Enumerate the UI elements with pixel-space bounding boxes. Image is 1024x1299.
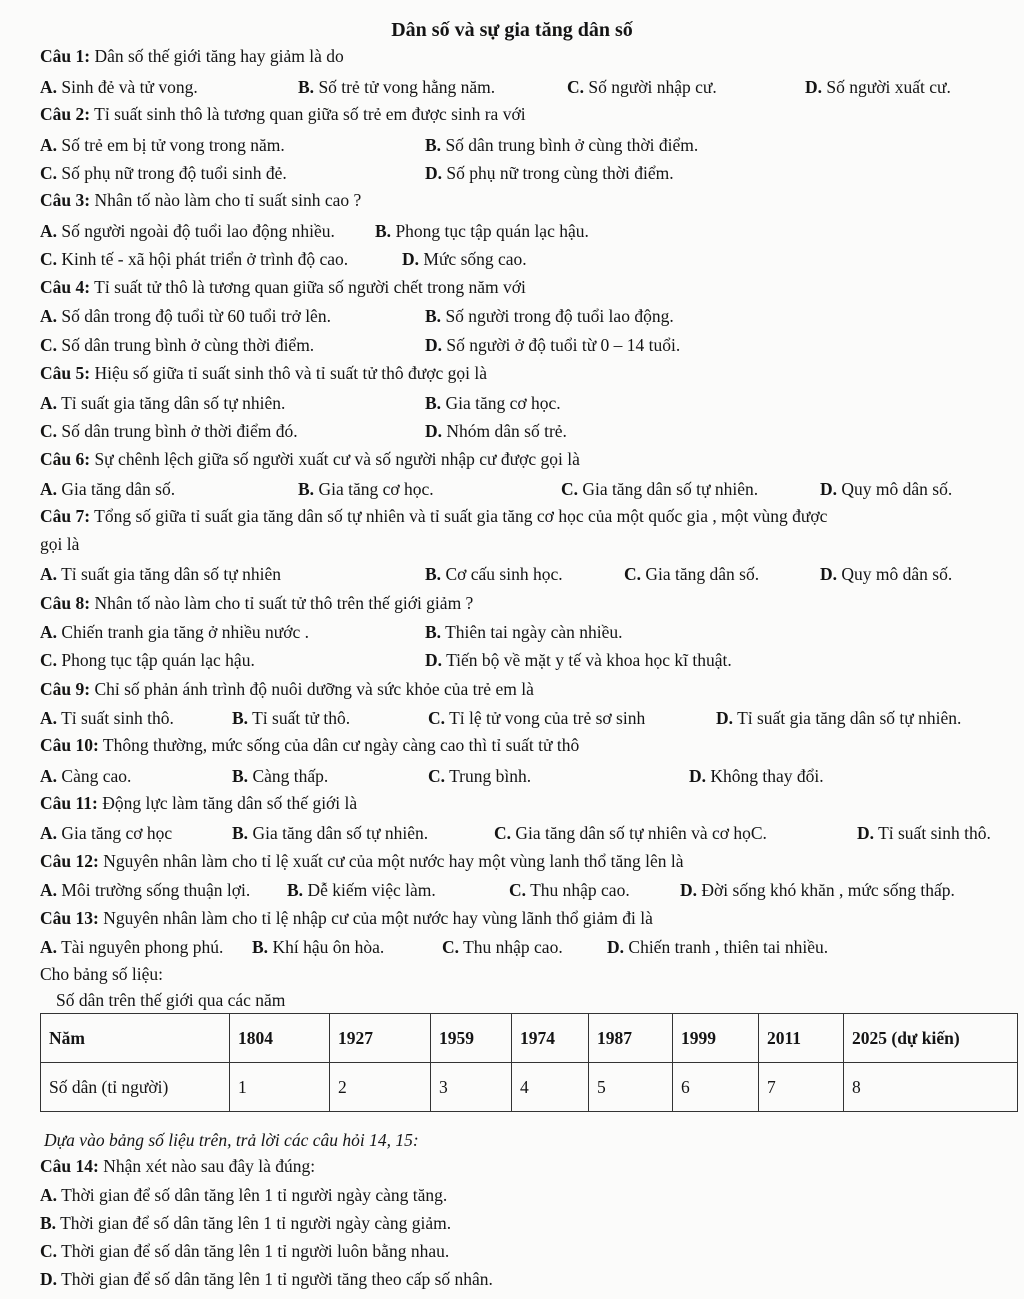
q3-option-d: D. Mức sống cao. <box>402 249 527 269</box>
table-row-years <box>41 1014 1018 1063</box>
table-row-population <box>41 1063 1018 1112</box>
table-cell: 5 <box>589 1063 673 1112</box>
q13-option-c: C. Thu nhập cao. <box>442 937 563 957</box>
table-cell: 1927 <box>330 1014 431 1063</box>
q2-option-b: B. Số dân trung bình ở cùng thời điểm. <box>425 135 699 155</box>
q1-option-a: A. Sinh đẻ và tử vong. <box>40 77 198 97</box>
q3-option-c: C. Kinh tế - xã hội phát triển ở trình độ cao. <box>40 249 349 269</box>
q3-option-a: A. Số người ngoài độ tuổi lao động nhiều. <box>40 221 335 241</box>
q4-option-c: C. Số dân trung bình ở cùng thời điểm. <box>40 335 315 355</box>
q11-option-c: C. Gia tăng dân số tự nhiên và cơ họC. <box>494 823 767 843</box>
q13-option-d: D. Chiến tranh , thiên tai nhiều. <box>607 937 829 957</box>
q9-option-d: D. Tỉ suất gia tăng dân số tự nhiên. <box>716 708 962 728</box>
q8-option-a: A. Chiến tranh gia tăng ở nhiều nước . <box>40 622 310 642</box>
q14-option-b: B. Thời gian để số dân tăng lên 1 tỉ người ngày càng giảm. <box>40 1213 452 1233</box>
q7-option-b: B. Cơ cấu sinh học. <box>425 564 563 584</box>
q13-option-b: B. Khí hậu ôn hòa. <box>252 937 385 957</box>
q3-option-b: B. Phong tục tập quán lạc hậu. <box>375 221 589 241</box>
q13-option-a: A. Tài nguyên phong phú. <box>40 937 224 957</box>
table-cell: 8 <box>844 1063 1018 1112</box>
q12-option-b: B. Dễ kiếm việc làm. <box>287 880 436 900</box>
table-caption: Số dân trên thế giới qua các năm <box>56 990 286 1010</box>
table-cell: 1987 <box>589 1014 673 1063</box>
question-14: Câu 14: Nhận xét nào sau đây là đúng: <box>40 1156 316 1176</box>
table-cell: 6 <box>673 1063 759 1112</box>
q12-option-a: A. Môi trường sống thuận lợi. <box>40 880 251 900</box>
q1-option-b: B. Số trẻ tử vong hằng năm. <box>298 77 496 97</box>
q4-option-d: D. Số người ở độ tuổi từ 0 – 14 tuổi. <box>425 335 681 355</box>
q12-option-c: C. Thu nhập cao. <box>509 880 630 900</box>
table-cell: 1 <box>230 1063 330 1112</box>
table-cell: 1959 <box>431 1014 512 1063</box>
question-10: Câu 10: Thông thường, mức sống của dân cư ngày càng cao thì tỉ suất tử thô <box>40 735 580 755</box>
table-note: Dựa vào bảng số liệu trên, trả lời các câu hỏi 14, 15: <box>44 1130 419 1150</box>
q6-option-b: B. Gia tăng cơ học. <box>298 479 434 499</box>
table-cell: 2 <box>330 1063 431 1112</box>
question-12: Câu 12: Nguyên nhân làm cho tỉ lệ xuất cư của một nước hay một vùng lanh thổ tăng lên là <box>40 851 684 871</box>
question-7-continued: gọi là <box>40 534 80 554</box>
q5-option-a: A. Tỉ suất gia tăng dân số tự nhiên. <box>40 393 286 413</box>
question-13: Câu 13: Nguyên nhân làm cho tỉ lệ nhập cư của một nước hay vùng lãnh thổ giảm đi là <box>40 908 653 928</box>
q10-option-b: B. Càng thấp. <box>232 766 329 786</box>
q2-option-c: C. Số phụ nữ trong độ tuổi sinh đẻ. <box>40 163 287 183</box>
q14-option-d: D. Thời gian để số dân tăng lên 1 tỉ người tăng theo cấp số nhân. <box>40 1269 493 1289</box>
q9-option-b: B. Tỉ suất tử thô. <box>232 708 351 728</box>
population-table <box>40 1013 1018 1112</box>
table-cell: 1804 <box>230 1014 330 1063</box>
question-5: Câu 5: Hiệu số giữa tỉ suất sinh thô và tỉ suất tử thô được gọi là <box>40 363 487 383</box>
q6-option-c: C. Gia tăng dân số tự nhiên. <box>561 479 759 499</box>
q7-option-a: A. Tỉ suất gia tăng dân số tự nhiên <box>40 564 282 584</box>
question-8: Câu 8: Nhân tố nào làm cho tỉ suất tử thô trên thế giới giảm ? <box>40 593 474 613</box>
q2-option-d: D. Số phụ nữ trong cùng thời điểm. <box>425 163 674 183</box>
q8-option-d: D. Tiến bộ về mặt y tế và khoa học kĩ thuật. <box>425 650 732 670</box>
question-4: Câu 4: Tỉ suất tử thô là tương quan giữa số người chết trong năm với <box>40 277 526 297</box>
q8-option-c: C. Phong tục tập quán lạc hậu. <box>40 650 255 670</box>
q6-option-d: D. Quy mô dân số. <box>820 479 953 499</box>
q14-option-a: A. Thời gian để số dân tăng lên 1 tỉ người ngày càng tăng. <box>40 1185 448 1205</box>
page-title: Dân số và sự gia tăng dân số <box>391 19 633 41</box>
table-cell: 2011 <box>759 1014 844 1063</box>
q12-option-d: D. Đời sống khó khăn , mức sống thấp. <box>680 880 955 900</box>
q9-option-a: A. Tỉ suất sinh thô. <box>40 708 174 728</box>
q10-option-a: A. Càng cao. <box>40 766 132 786</box>
q4-option-b: B. Số người trong độ tuổi lao động. <box>425 306 674 326</box>
table-cell: 1999 <box>673 1014 759 1063</box>
q1-option-c: C. Số người nhập cư. <box>567 77 717 97</box>
q10-option-d: D. Không thay đổi. <box>689 766 824 786</box>
question-1 <box>40 46 344 67</box>
q7-option-c: C. Gia tăng dân số. <box>624 564 760 584</box>
table-cell: 3 <box>431 1063 512 1112</box>
question-3: Câu 3: Nhân tố nào làm cho tỉ suất sinh cao ? <box>40 190 362 210</box>
q4-option-a: A. Số dân trong độ tuổi từ 60 tuổi trở lên. <box>40 306 331 326</box>
q5-option-b: B. Gia tăng cơ học. <box>425 393 561 413</box>
q11-option-a: A. Gia tăng cơ học <box>40 823 173 843</box>
q9-option-c: C. Tỉ lệ tử vong của trẻ sơ sinh <box>428 708 646 728</box>
q7-option-d: D. Quy mô dân số. <box>820 564 953 584</box>
question-2: Câu 2: Tỉ suất sinh thô là tương quan giữa số trẻ em được sinh ra với <box>40 104 526 124</box>
question-text: Dân số thế giới tăng hay giảm là do <box>90 46 344 66</box>
question-number: Câu 1: <box>40 46 91 66</box>
table-cell: 2025 (dự kiến) <box>844 1014 1018 1063</box>
question-9: Câu 9: Chỉ số phản ánh trình độ nuôi dưỡng và sức khỏe của trẻ em là <box>40 679 534 699</box>
question-7: Câu 7: Tổng số giữa tỉ suất gia tăng dân số tự nhiên và tỉ suất gia tăng cơ học của một quốc gia , một vùng được <box>40 506 828 526</box>
table-cell: 7 <box>759 1063 844 1112</box>
table-header-cell: Năm <box>41 1014 230 1063</box>
q1-option-d: D. Số người xuất cư. <box>805 77 951 97</box>
table-intro: Cho bảng số liệu: <box>40 964 163 984</box>
question-6: Câu 6: Sự chênh lệch giữa số người xuất cư và số người nhập cư được gọi là <box>40 449 580 469</box>
q6-option-a: A. Gia tăng dân số. <box>40 479 176 499</box>
table-cell: 1974 <box>512 1014 589 1063</box>
q14-option-c: C. Thời gian để số dân tăng lên 1 tỉ người luôn bằng nhau. <box>40 1241 450 1261</box>
table-header-cell: Số dân (tỉ người) <box>41 1063 230 1112</box>
q8-option-b: B. Thiên tai ngày càn nhiều. <box>425 622 623 642</box>
q5-option-c: C. Số dân trung bình ở thời điểm đó. <box>40 421 298 441</box>
q11-option-d: D. Tỉ suất sinh thô. <box>857 823 991 843</box>
q11-option-b: B. Gia tăng dân số tự nhiên. <box>232 823 429 843</box>
q2-option-a: A. Số trẻ em bị tử vong trong năm. <box>40 135 285 155</box>
q5-option-d: D. Nhóm dân số trẻ. <box>425 421 567 441</box>
q10-option-c: C. Trung bình. <box>428 766 532 786</box>
table-cell: 4 <box>512 1063 589 1112</box>
question-11: Câu 11: Động lực làm tăng dân số thế giới là <box>40 793 358 813</box>
